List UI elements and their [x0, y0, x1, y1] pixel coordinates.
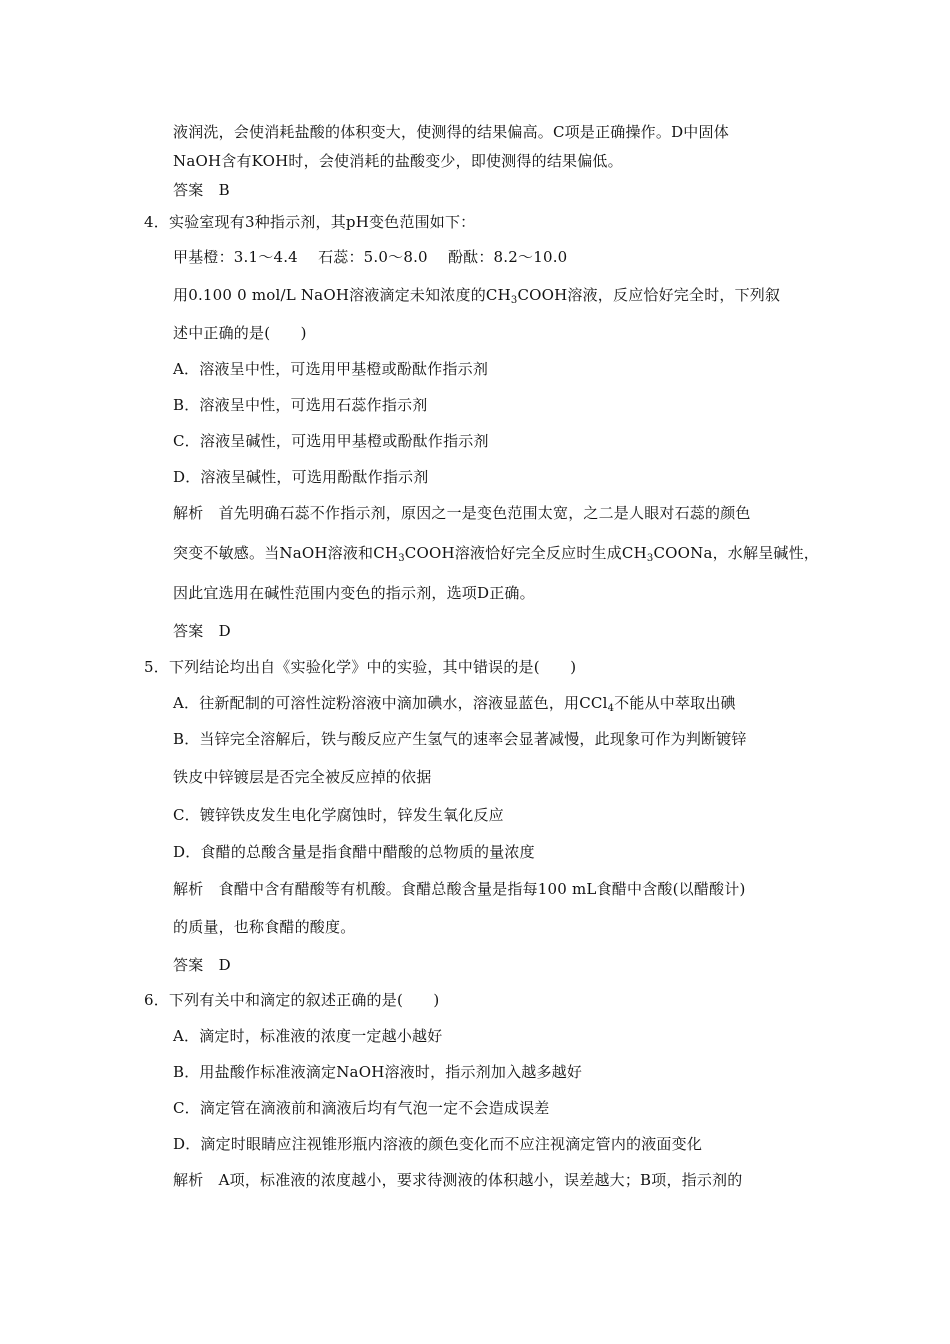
analysis-line: 因此宜选用在碱性范围内变色的指示剂，选项D正确。: [173, 584, 535, 602]
analysis-line: 突变不敏感。当NaOH溶液和$CH_3COOH$溶液恰好完全反应时生成$CH_3COONa$，水解呈碱性，: [173, 544, 820, 564]
question-4-stem: 4．实验室现有3种指示剂，其pH变色范围如下：: [144, 213, 476, 231]
option-b: B．用盐酸作标准液滴定NaOH溶液时，指示剂加入越多越好: [173, 1063, 583, 1081]
option-c: C．滴定管在滴液前和滴液后均有气泡一定不会造成误差: [173, 1099, 550, 1117]
text-line: 液润洗，会使消耗盐酸的体积变大，使测得的结果偏高。C项是正确操作。D中固体: [173, 123, 729, 141]
answer-line: 答案 D: [173, 622, 231, 640]
analysis-line: 的质量，也称食醋的酸度。: [173, 918, 356, 936]
option-a: A．溶液呈中性，可选用甲基橙或酚酞作指示剂: [173, 360, 489, 378]
answer-line: 答案 B: [173, 181, 230, 199]
option-a: A．往新配制的可溶性淀粉溶液中滴加碘水，溶液显蓝色，用CCl$_4$不能从中萃取出碘: [173, 694, 736, 714]
text-line: NaOH含有KOH时，会使消耗的盐酸变少，即使测得的结果偏低。: [173, 152, 623, 170]
indicator-ranges: 甲基橙：3.1～4.4 石蕊：5.0～8.0 酚酞：8.2～10.0: [173, 248, 568, 266]
option-c: C．溶液呈碱性，可选用甲基橙或酚酞作指示剂: [173, 432, 489, 450]
option-d: D．滴定时眼睛应注视锥形瓶内溶液的颜色变化而不应注视滴定管内的液面变化: [173, 1135, 703, 1153]
text-line: 铁皮中锌镀层是否完全被反应掉的依据: [173, 768, 432, 786]
question-6-stem: 6．下列有关中和滴定的叙述正确的是( ): [144, 991, 440, 1009]
option-a: A．滴定时，标准液的浓度一定越小越好: [173, 1027, 443, 1045]
option-c: C．镀锌铁皮发生电化学腐蚀时，锌发生氧化反应: [173, 806, 504, 824]
option-b: B．溶液呈中性，可选用石蕊作指示剂: [173, 396, 428, 414]
analysis-line: 解析 A项，标准液的浓度越小，要求待测液的体积越小，误差越大；B项，指示剂的: [173, 1171, 743, 1189]
option-d: D．食醋的总酸含量是指食醋中醋酸的总物质的量浓度: [173, 843, 535, 861]
answer-line: 答案 D: [173, 956, 231, 974]
option-d: D．溶液呈碱性，可选用酚酞作指示剂: [173, 468, 429, 486]
text-line: 用0.100 0 mol/L NaOH溶液滴定未知浓度的$CH_3COOH$溶液，反应恰好完全时，下列叙: [173, 286, 781, 306]
analysis-line: 解析 食醋中含有醋酸等有机酸。食醋总酸含量是指每100 mL食醋中含酸(以醋酸计): [173, 880, 746, 898]
text-line: 述中正确的是( ): [173, 324, 307, 342]
option-b: B．当锌完全溶解后，铁与酸反应产生氢气的速率会显著减慢，此现象可作为判断镀锌: [173, 730, 747, 748]
question-5-stem: 5．下列结论均出自《实验化学》中的实验，其中错误的是( ): [144, 658, 577, 676]
analysis-line: 解析 首先明确石蕊不作指示剂，原因之一是变色范围太宽，之二是人眼对石蕊的颜色: [173, 504, 751, 522]
